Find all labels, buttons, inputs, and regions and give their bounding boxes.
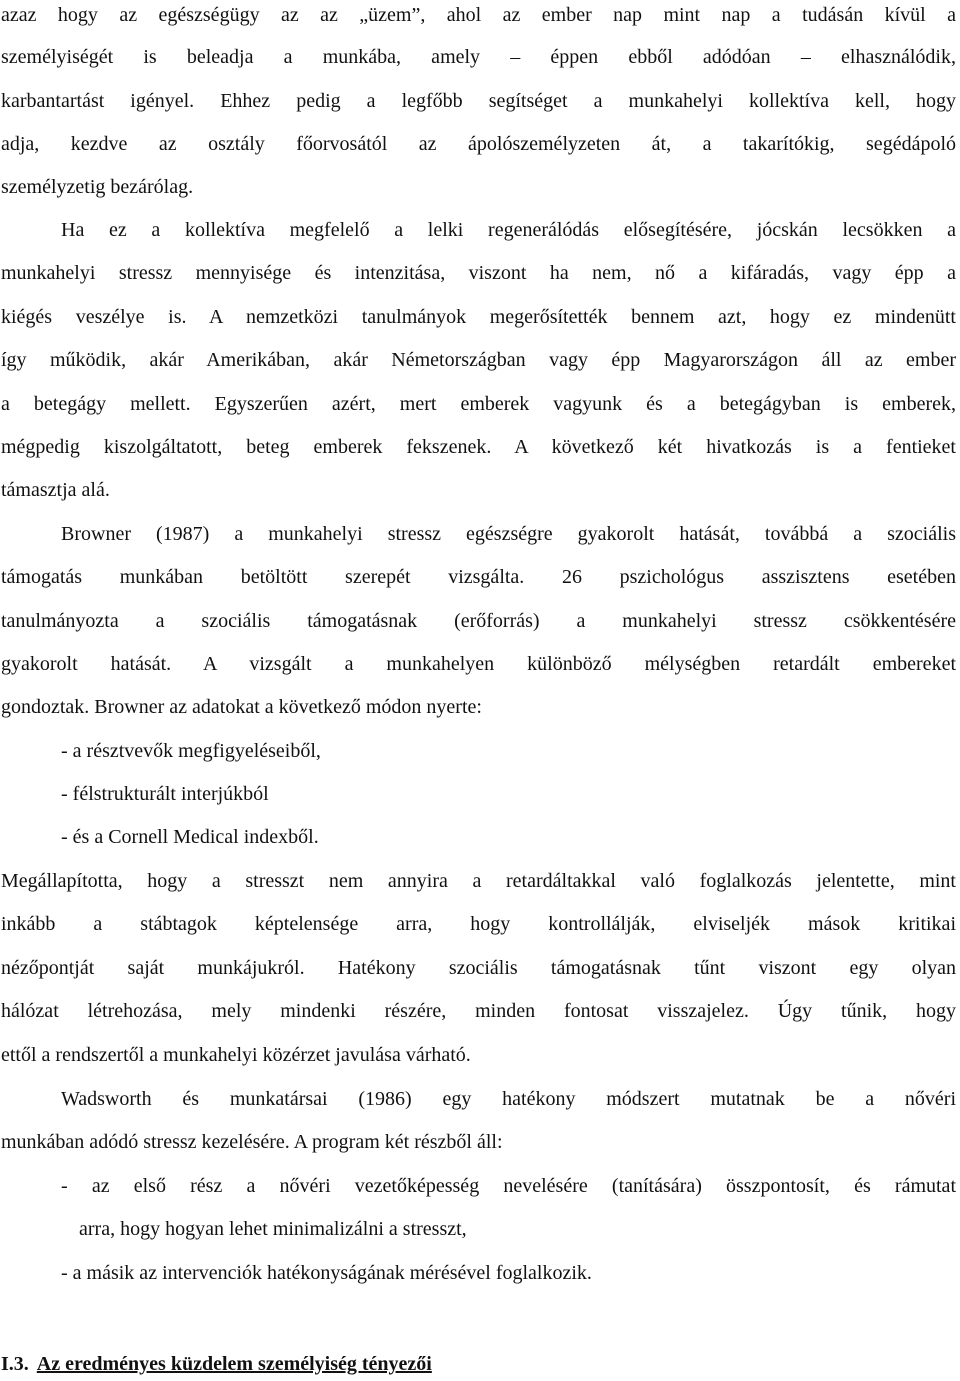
text-line: gondoztak. Browner az adatokat a következő módon nyerte: — [1, 696, 482, 718]
text-line: munkában adódó stressz kezelésére. A program két részből áll: — [1, 1131, 503, 1153]
paragraph-first-line: Wadsworth és munkatársai (1986) egy hatékony módszert mutatnak be a nővéri — [61, 1088, 956, 1110]
text-line: támasztja alá. — [1, 479, 110, 501]
paragraph-first-line: Browner (1987) a munkahelyi stressz egészségre gyakorolt hatását, továbbá a szociális — [61, 523, 956, 545]
section-number: I.3. — [1, 1353, 29, 1375]
text-line: ettől a rendszertől a munkahelyi közérzet javulása várható. — [1, 1044, 471, 1066]
text-line: személyiségét is beleadja a munkába, amely – éppen ebből adódóan – elhasználódik, — [1, 46, 956, 68]
text-line: munkahelyi stressz mennyisége és intenzitása, viszont ha nem, nő a kifáradás, vagy épp a — [1, 262, 956, 284]
text-line: Megállapította, hogy a stresszt nem annyira a retardáltakkal való foglalkozás jelentette, mint — [1, 870, 956, 892]
list-item-continuation: arra, hogy hogyan lehet minimalizálni a stresszt, — [79, 1218, 467, 1240]
text-line: személyzetig bezárólag. — [1, 176, 194, 198]
paragraph-first-line: Ha ez a kollektíva megfelelő a lelki regenerálódás elősegítésére, jócskán lecsökken a — [61, 219, 956, 241]
list-item: - az első rész a nővéri vezetőképesség nevelésére (tanítására) összpontosít, és rámutat — [61, 1175, 956, 1197]
text-line: tanulmányozta a szociális támogatásnak (erőforrás) a munkahelyi stressz csökkentésére — [1, 610, 956, 632]
text-line: mégpedig kiszolgáltatott, beteg emberek fekszenek. A következő két hivatkozás is a fentieket — [1, 436, 956, 458]
section-title: Az eredményes küzdelem személyiség tényezői — [36, 1353, 432, 1375]
section-heading — [1, 1349, 432, 1379]
text-line: azaz hogy az egészségügy az az „üzem”, ahol az ember nap mint nap a tudásán kívül a — [1, 4, 956, 26]
text-line: nézőpontját saját munkájukról. Hatékony szociális támogatásnak tűnt viszont egy olyan — [1, 957, 956, 979]
text-line: adja, kezdve az osztály főorvosától az ápolószemélyzeten át, a takarítókig, segédápoló — [1, 133, 956, 155]
text-line: gyakorolt hatását. A vizsgált a munkahelyen különböző mélységben retardált embereket — [1, 653, 956, 675]
list-item: - a résztvevők megfigyeléseiből, — [61, 740, 321, 762]
text-line: inkább a stábtagok képtelensége arra, hogy kontrollálják, elviseljék mások kritikai — [1, 913, 956, 935]
text-line: a betegágy mellett. Egyszerűen azért, mert emberek vagyunk és a betegágyban is emberek, — [1, 393, 956, 415]
text-line: kiégés veszélye is. A nemzetközi tanulmányok megerősítették bennem azt, hogy ez mindenütt — [1, 306, 956, 328]
list-item: - félstrukturált interjúkból — [61, 783, 269, 805]
text-line: karbantartást igényel. Ehhez pedig a legfőbb segítséget a munkahelyi kollektíva kell, hogy — [1, 90, 956, 112]
text-line: támogatás munkában betöltött szerepét vizsgálta. 26 pszichológus asszisztens esetében — [1, 566, 956, 588]
text-line: így működik, akár Amerikában, akár Németországban vagy épp Magyarországon áll az ember — [1, 349, 956, 371]
text-line: hálózat létrehozása, mely mindenki részére, minden fontosat visszajelez. Úgy tűnik, hogy — [1, 1000, 956, 1022]
list-item: - és a Cornell Medical indexből. — [61, 826, 319, 848]
list-item: - a másik az intervenciók hatékonyságának mérésével foglalkozik. — [61, 1262, 592, 1284]
